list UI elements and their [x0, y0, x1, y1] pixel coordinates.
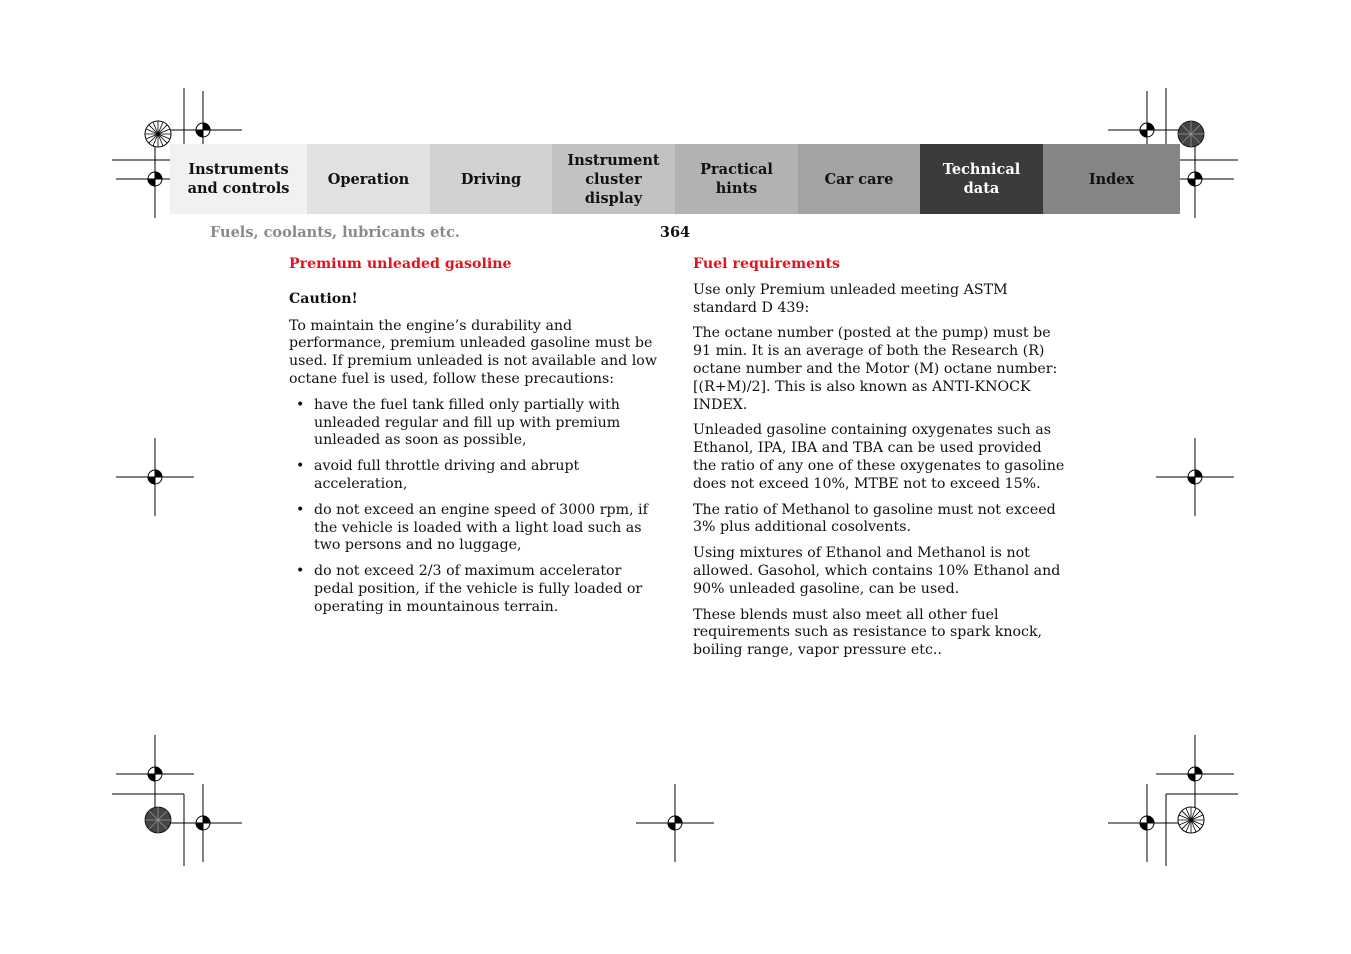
premium-unleaded-heading: Premium unleaded gasoline [289, 256, 512, 272]
paragraph: Use only Premium unleaded meeting ASTM standard D 439: [693, 281, 1008, 316]
paragraph: These blends must also meet all other fuel requirements such as resistance to spark knock, boiling range, vapor pressure etc.. [693, 606, 1043, 659]
paragraph: The octane number (posted at the pump) must be 91 min. It is an average of both the Research (R) octane number and the Motor (M) octane number: [(R+M)/2]. This is also known as ANTI-KNOCK INDEX. [693, 325, 1058, 413]
page-number: 364 [659, 224, 691, 241]
list-item: • do not exceed 2/3 of maximum accelerator pedal position, if the vehicle is fully loaded or operating in mountainous terrain. [289, 563, 661, 616]
tab-instruments-and-controls[interactable]: Instruments and controls [170, 144, 307, 214]
tab-technical-data[interactable]: Technical data [920, 144, 1043, 214]
tab-car-care[interactable]: Car care [798, 144, 920, 214]
list-item: • have the fuel tank filled only partially with unleaded regular and fill up with premium unleaded as soon as possible, [289, 397, 661, 450]
paragraph: Using mixtures of Ethanol and Methanol is not allowed. Gasohol, which contains 10% Ethanol and 90% unleaded gasoline, can be used. [693, 545, 1061, 597]
section-title: Fuels, coolants, lubricants etc. [210, 224, 460, 241]
caution-label: Caution! [289, 290, 358, 307]
list-item: • do not exceed an engine speed of 3000 rpm, if the vehicle is loaded with a light load such as two persons and no luggage, [289, 502, 661, 555]
chapter-tab-bar [170, 144, 1180, 214]
list-item: • avoid full throttle driving and abrupt acceleration, [289, 458, 661, 494]
tab-instrument-cluster-display[interactable]: Instrument cluster display [552, 144, 675, 214]
caution-intro: To maintain the engine’s durability and performance, premium unleaded gasoline must be used. If premium unleaded is not available and low octane fuel is used, follow these precautions: [289, 317, 657, 387]
tab-operation[interactable]: Operation [307, 144, 430, 214]
tab-index[interactable]: Index [1043, 144, 1180, 214]
left-column [289, 256, 661, 625]
fuel-requirements-heading: Fuel requirements [693, 256, 841, 272]
tab-driving[interactable]: Driving [430, 144, 552, 214]
right-column [693, 256, 1065, 668]
tab-practical-hints[interactable]: Practical hints [675, 144, 798, 214]
paragraph: The ratio of Methanol to gasoline must not exceed 3% plus additional cosolvents. [693, 501, 1056, 536]
paragraph: Unleaded gasoline containing oxygenates such as Ethanol, IPA, IBA and TBA can be used provided the ratio of any one of these oxygenates to gasoline does not exceed 10%, MTBE not to exceed 15%. [693, 422, 1065, 492]
precautions-list [289, 397, 661, 617]
